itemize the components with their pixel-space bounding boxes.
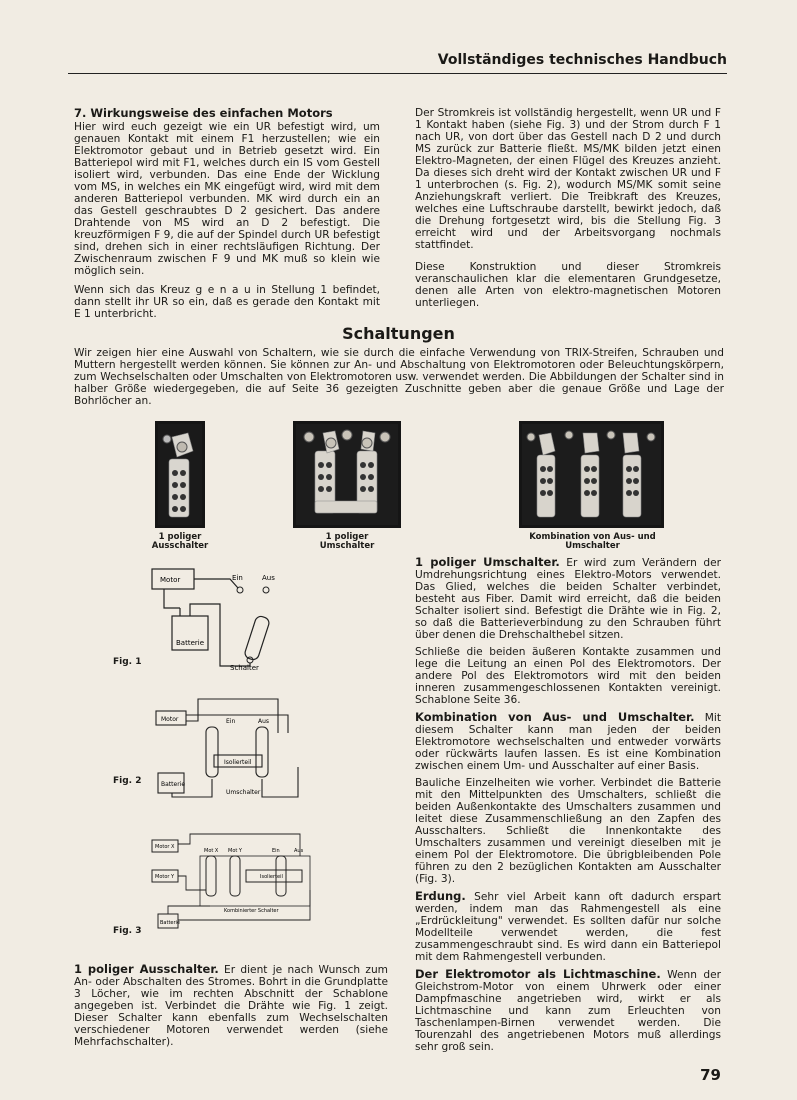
umschalter-image xyxy=(293,421,401,528)
fig-1-label: Fig. 1 xyxy=(113,657,142,667)
lichtmaschine-text: Wenn der Gleichstrom-Motor von einem Uhrwerk oder einer Dampfmaschine angetrieben wird, wirkt er als Lichtmaschine und kann zum Erleuchten von Taschenlampen-Birnen verwendet werden. Die Tourenzahl des angetriebenen Motors muß allerdings sehr groß sein. xyxy=(415,969,721,1053)
photo-kombination xyxy=(519,421,664,528)
photo-umschalter xyxy=(293,421,401,528)
f3-ein-label: Ein xyxy=(272,848,280,854)
f2-isolier-label: Isolierteil xyxy=(224,759,252,766)
page-header xyxy=(0,0,797,80)
f3-isolierteil-label: Isolierteil xyxy=(260,874,283,880)
umschalter-heading: 1 poliger Umschalter. xyxy=(415,555,560,569)
kombi-paragraph-2: Bauliche Einzelheiten wie vorher. Verbindet die Batterie mit den Mittelpunkten des Umschalters, schließt die beiden Außenkontakte des Umschalters zusammen und leitet diese Zusammenschließung an den Zapfen des Ausschalters. Schließt die Innenkontakte des Umschalters zusammen und vereinigt dieselben mit je einem Pol der Elektromotore. Die übrigbleibenden Pole führen zu den 2 bezüglichen Kontakten am Ausschalter (Fig. 3). xyxy=(415,777,721,885)
erdung-text: Sehr viel Arbeit kann oft dadurch erspart werden, indem man das Rahmengestell als eine „Erdrückleitung" verwendet. Es sollten dafür nur solche Modellteile verwendet werden, die fest zusammengeschraubt sind. Es wird dann ein Batteriepol mit dem Rahmengestell verbunden. xyxy=(415,891,721,963)
section-heading: 7. Wirkungsweise des einfachen Motors xyxy=(74,106,333,120)
kombination-image xyxy=(519,421,664,528)
left-paragraph-1: Hier wird euch gezeigt wie ein UR befestigt wird, um genauen Kontakt mit einem F1 herzustellen; wie ein Elektromotor gebaut und in Betrieb gesetzt wird. Ein Batteriepol wird mit F1, welches durch ein IS vom Gestell isoliert wird, verbunden. Das eine Ende der Wicklung vom MS, in welches ein MK eingefügt wird, wird mit dem anderen Batteriepol verbunden. MK wird durch ein an das Gestell geschraubtes D 2 gesichert. Das andere Drahtende von MS wird an D 2 befestigt. Die kreuzförmigen F 9, die auf der Spindel durch UR befestigt sind, drehen sich in einer rechtsläufigen Richtung. Der Zwischenraum zwischen F 9 und MK muß so klein wie möglich sein. xyxy=(74,121,380,277)
f2-ein-label: Ein xyxy=(226,718,236,725)
f3-aus-label: Aus xyxy=(294,848,304,854)
ausschalter-paragraph xyxy=(74,963,388,1048)
f3-motory-label: Motor Y xyxy=(155,874,175,880)
f1-motor-label: Motor xyxy=(160,576,181,584)
right-paragraph-1: Der Stromkreis ist vollständig hergestellt, wenn UR und F 1 Kontakt haben (siehe Fig. 3) und der Strom durch F 1 nach UR, von dort über das Gestell nach D 2 und durch MS zurück zur Batterie fließt. MS/MK bilden jetzt einen Elektro-Magneten, der einen Flügel des Kreuzes anzieht. Da dieses sich dreht wird der Kontakt zwischen UR und F 1 unterbrochen (s. Fig. 2), wodurch MS/MK somit seine Anziehungskraft verliert. Die Treibkraft des Kreuzes, welches eine Luftschraube darstellt, bewirkt jedoch, daß die Drehung fortgesetzt wird, bis die Stellung Fig. 3 erreicht wird und der Arbeitsvorgang nochmals stattfindet. xyxy=(415,107,721,251)
caption-kombination: Kombination von Aus- und Umschalter xyxy=(529,532,656,551)
section-intro: Wir zeigen hier eine Auswahl von Schaltern, wie sie durch die einfache Verwendung von TRIX-Streifen, Schrauben und Muttern hergestellt werden können. Sie können zur An- und Abschaltung von Elektromotoren oder Beleuchtungskörpern, zum Wechselschalten oder Umschalten von Elektromotoren usw. verwendet werden. Die Abbildungen der Schalter sind in halber Größe wiedergegeben, die auf Seite 36 gezeigten Zuschnitte geben aber die genaue Größe und Lage der Bohrlöcher an. xyxy=(74,347,724,407)
f3-motorx-label: Motor X xyxy=(155,844,175,850)
kombi-heading: Kombination von Aus- und Umschalter. xyxy=(415,710,695,724)
photo-ausschalter xyxy=(155,421,205,528)
left-column xyxy=(74,107,380,327)
kombi-text: Mit diesem Schalter kann man jeden der beiden Elektromotore wechselschalten und entweder vorwärts oder rückwärts laufen lassen. Es ist eine Kombination zwischen einem Um- und Ausschalter auf einer Basis. xyxy=(415,712,721,772)
right-column xyxy=(415,107,721,316)
left-paragraph-2: Wenn sich das Kreuz g e n a u in Stellung 1 befindet, dann stellt ihr UR so ein, daß es gerade den Kontakt mit E 1 unterbricht. xyxy=(74,284,380,320)
figure-3-diagram xyxy=(150,830,320,935)
f3-motx-label: Mot X xyxy=(204,848,219,854)
caption-ausschalter: 1 poliger Ausschalter xyxy=(151,532,209,551)
umschalter-paragraph-2: Schließe die beiden äußeren Kontakte zusammen und lege die Leitung an einen Pol des Elektromotors. Der andere Pol des Elektromotors wird mit den beiden inneren zusammengeschlossenen Kontakten vereinigt. Schablone Seite 36. xyxy=(415,646,721,706)
f1-schalter-label: Schalter xyxy=(230,664,259,671)
lichtmaschine-heading: Der Elektromotor als Lichtmaschine. xyxy=(415,967,661,981)
figure-2-diagram xyxy=(148,697,308,805)
umschalter-text: Er wird zum Verändern der Umdrehungsrichtung eines Elektro-Motors verwendet. Das Glied, welches die beiden Schalter verbindet, besteht aus Fiber. Damit wird erreicht, daß die beiden Schalter isoliert sind. Befestigt die Drähte wie in Fig. 2, so daß die Batterieverbindung zu den Schrauben führt über denen die Drehschalthebel sitzen. xyxy=(415,557,721,641)
figure-1-diagram xyxy=(150,566,300,671)
ausschalter-image xyxy=(155,421,205,528)
fig-3-label: Fig. 3 xyxy=(113,926,142,936)
section-title: Schaltungen xyxy=(342,324,455,343)
f3-kombi-label: Kombinierter Schalter xyxy=(224,908,279,914)
right-paragraph-2: Diese Konstruktion und dieser Stromkreis veranschaulichen klar die elementaren Grundgesetze, denen alle Arten von elektro-magnetischen Motoren unterliegen. xyxy=(415,261,721,309)
f2-motor-label: Motor xyxy=(161,716,179,723)
f1-aus-label: Aus xyxy=(262,574,275,582)
f2-umschalter-label: Umschalter xyxy=(226,789,261,796)
ausschalter-text: Er dient je nach Wunsch zum An- oder Abschalten des Stromes. Bohrt in die Grundplatte 3 Löcher, wie im rechten Abschnitt der Schablone angegeben ist. Verbindet die Drähte wie Fig. 1 zeigt. Dieser Schalter kann ebenfalls zum Wechselschalten verschiedener Motoren verwendet werden (siehe Mehrfachschalter). xyxy=(74,964,388,1048)
f2-aus-label: Aus xyxy=(258,718,270,725)
f2-batterie-label: Batterie xyxy=(161,781,186,788)
fig-2-label: Fig. 2 xyxy=(113,776,142,786)
right-lower-column xyxy=(415,556,721,1058)
f3-moty-label: Mot Y xyxy=(228,848,242,854)
caption-umschalter: 1 poliger Umschalter xyxy=(319,532,375,551)
erdung-heading: Erdung. xyxy=(415,889,466,903)
header-rule xyxy=(68,73,727,74)
ausschalter-heading: 1 poliger Ausschalter. xyxy=(74,962,219,976)
f1-ein-label: Ein xyxy=(232,574,243,582)
f1-batterie-label: Batterie xyxy=(176,639,205,647)
page-number: 79 xyxy=(700,1066,721,1084)
f3-batterie-label: Batterie xyxy=(160,920,181,926)
header-title: Vollständiges technisches Handbuch xyxy=(437,52,727,68)
